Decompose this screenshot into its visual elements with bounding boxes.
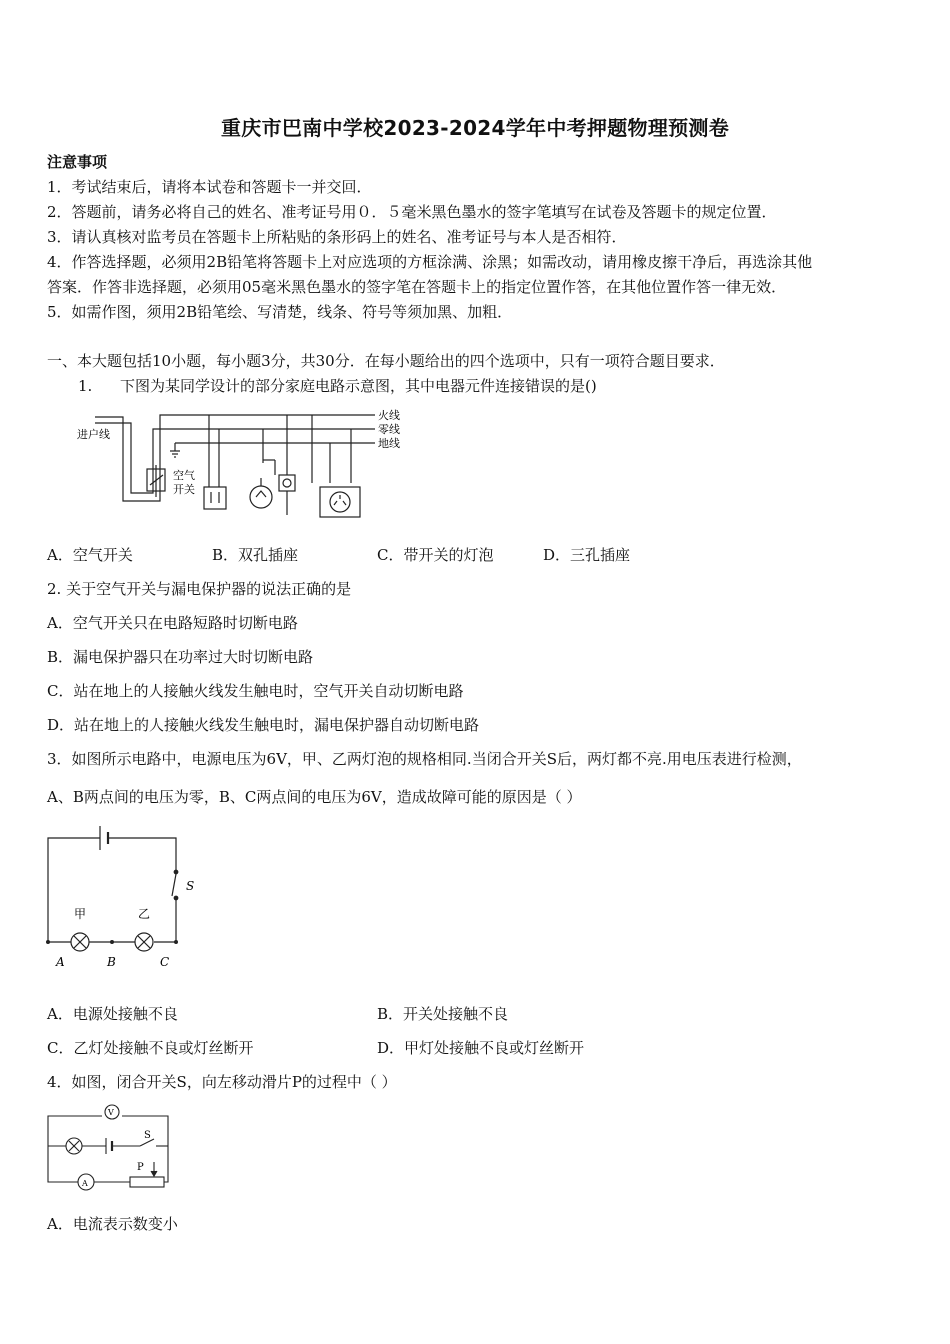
q4-slider-label: P	[137, 1162, 144, 1173]
q4-ammeter-label: A	[82, 1179, 88, 1188]
q4-switch-label: S	[144, 1130, 151, 1141]
q3-lamp1-label: 甲	[74, 907, 87, 921]
notice-item-4-cont: 答案．作答非选择题，必须用05毫米黑色墨水的签字笔在答题卡上的指定位置作答，在其他位置作答一律无效．	[47, 278, 787, 296]
q1-option-d: D．三孔插座	[543, 546, 631, 564]
q4-circuit-figure	[44, 1102, 174, 1192]
notice-item-1: 1．考试结束后，请将本试卷和答题卡一并交回．	[47, 178, 372, 196]
q1-breaker-label-2: 开关	[173, 483, 195, 496]
q3-option-a: A．电源处接触不良	[47, 1005, 178, 1023]
q1-neutral-label: 零线	[378, 423, 400, 436]
q1-entry-label: 进户线	[77, 428, 110, 441]
q2-option-d: D．站在地上的人接触火线发生触电时，漏电保护器自动切断电路	[47, 716, 480, 734]
q1-live-label: 火线	[378, 409, 400, 422]
q3-point-a: A	[56, 955, 65, 969]
q3-switch-label: S	[186, 879, 195, 893]
q1-number: 1.	[78, 377, 93, 395]
section-heading: 一、本大题包括10小题，每小题3分，共30分．在每小题给出的四个选项中，只有一项符合题目要求．	[47, 352, 725, 370]
notice-item-3: 3．请认真核对监考员在答题卡上所粘贴的条形码上的姓名、准考证号与本人是否相符．	[47, 228, 627, 246]
q1-ground-label: 地线	[378, 437, 400, 450]
q3-stem-line-2: A、B两点间的电压为零，B、C两点间的电压为6V，造成故障可能的原因是（ ）	[47, 788, 582, 806]
q3-option-d: D．甲灯处接触不良或灯丝断开	[377, 1039, 585, 1057]
q4-voltmeter-label: V	[108, 1108, 114, 1117]
q3-point-c: C	[160, 955, 170, 969]
q2-option-a: A．空气开关只在电路短路时切断电路	[47, 614, 298, 632]
exam-title: 重庆市巴南中学校2023-2024学年中考押题物理预测卷	[220, 116, 730, 140]
notice-item-4: 4．作答选择题，必须用2B铅笔将答题卡上对应选项的方框涂满、涂黑；如需改动，请用橡皮擦干净后，再选涂其他	[47, 253, 813, 271]
q2-option-c: C．站在地上的人接触火线发生触电时，空气开关自动切断电路	[47, 682, 464, 700]
q3-option-b: B．开关处接触不良	[377, 1005, 509, 1023]
q3-option-c: C．乙灯处接触不良或灯丝断开	[47, 1039, 254, 1057]
notice-heading: 注意事项	[47, 153, 108, 171]
q1-option-b: B．双孔插座	[212, 546, 299, 564]
q4-stem: 4．如图，闭合开关S，向左移动滑片P的过程中（ ）	[47, 1073, 397, 1091]
q3-stem-line-1: 3．如图所示电路中，电源电压为6V，甲、乙两灯泡的规格相同.当闭合开关S后，两灯都不亮.用电压表进行检测，	[47, 750, 802, 768]
q4-option-a: A．电流表示数变小	[47, 1215, 178, 1233]
q1-stem: 下图为某同学设计的部分家庭电路示意图，其中电器元件连接错误的是()	[120, 377, 597, 395]
q3-point-b: B	[107, 955, 116, 969]
q2-option-b: B．漏电保护器只在功率过大时切断电路	[47, 648, 314, 666]
q3-lamp2-label: 乙	[138, 907, 151, 921]
notice-item-5: 5．如需作图，须用2B铅笔绘、写清楚，线条、符号等须加黑、加粗．	[47, 303, 513, 321]
notice-item-2: 2．答题前，请务必将自己的姓名、准考证号用０．５毫米黑色墨水的签字笔填写在试卷及答题卡的规定位置．	[47, 203, 777, 221]
q3-circuit-figure	[44, 822, 214, 972]
q1-circuit-figure	[75, 405, 415, 525]
q2-stem: 2. 关于空气开关与漏电保护器的说法正确的是	[47, 580, 352, 598]
q1-breaker-label-1: 空气	[173, 469, 195, 482]
q1-option-c: C．带开关的灯泡	[377, 546, 494, 564]
q1-option-a: A．空气开关	[47, 546, 133, 564]
